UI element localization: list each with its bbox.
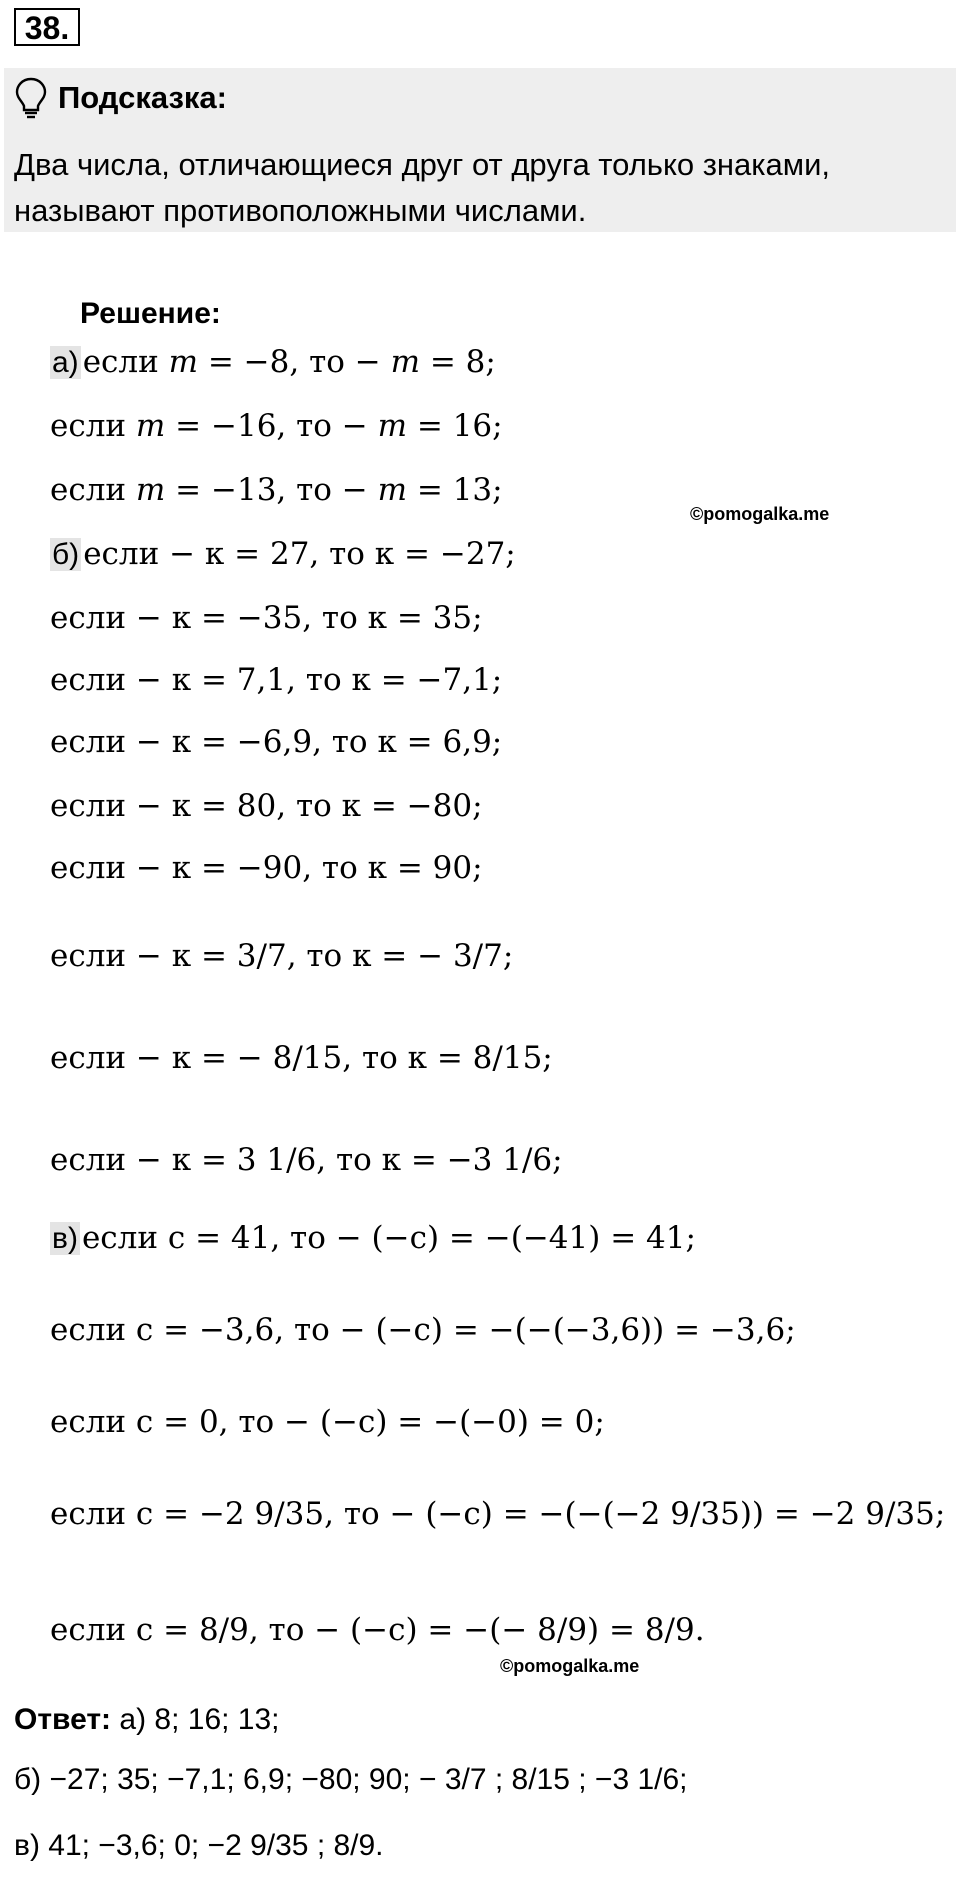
answer-a: а) 8; 16; 13;	[119, 1703, 280, 1736]
solution-line-c1	[50, 1218, 696, 1259]
solution-line-b7	[50, 936, 513, 976]
solution-expr: если 𝑚 = −16, то − 𝑚 = 16;	[50, 408, 503, 444]
hint-text: Два числа, отличающиеся друг от друга только знаками, называют противоположными числами.	[14, 147, 831, 228]
solution-line-b3	[50, 660, 502, 700]
solution-line-b9	[50, 1140, 563, 1180]
solution-expr: если c = 0, то − (−c) = −(−0) = 0;	[50, 1404, 605, 1440]
answer-title: Ответ:	[14, 1703, 112, 1736]
answer-line-b	[14, 1760, 688, 1800]
solution-line-a3	[50, 470, 503, 510]
solution-expr: если − к = −35, то к = 35;	[50, 600, 483, 636]
solution-title: Решение:	[80, 297, 221, 330]
solution-line-c2	[50, 1310, 796, 1350]
solution-line-c3	[50, 1402, 605, 1442]
watermark: ©pomogalka.me	[690, 504, 830, 524]
solution-line-c5	[50, 1610, 705, 1650]
solution-line-b5	[50, 786, 483, 826]
solution-expr: если c = −3,6, то − (−c) = −(−(−3,6)) = −3,6;	[50, 1312, 796, 1348]
solution-line-b2	[50, 598, 483, 638]
lightbulb-icon	[14, 76, 48, 120]
solution-expr: если c = 41, то − (−c) = −(−41) = 41;	[81, 1220, 696, 1256]
solution-line-b8	[50, 1038, 553, 1078]
solution-expr: если − к = 27, то к = −27;	[83, 536, 516, 572]
solution-line-b1	[50, 534, 516, 575]
solution-line-b6	[50, 848, 483, 888]
hint-title: Подсказка:	[58, 80, 227, 115]
solution-expr: если − к = 7,1, то к = −7,1;	[50, 662, 503, 698]
solution-line-b4	[50, 722, 502, 762]
solution-line-a1	[50, 342, 496, 383]
solution-expr: если 𝑚 = −13, то − 𝑚 = 13;	[50, 472, 503, 508]
solution-expr: если − к = −90, то к = 90;	[50, 850, 483, 886]
answer-line-a	[14, 1700, 280, 1740]
solution-expr: если c = −2 9/35, то − (−c) = −(−(−2 9/35)) = −2 9/35;	[50, 1496, 946, 1532]
task-number: 38.	[14, 8, 80, 46]
part-label-b: б)	[52, 538, 80, 571]
answer-line-c	[14, 1826, 384, 1866]
part-label-c: в)	[52, 1222, 78, 1255]
watermark: ©pomogalka.me	[500, 1656, 640, 1676]
answer-c: в) 41; −3,6; 0; −2 9/35 ; 8/9.	[14, 1829, 384, 1862]
solution-line-c4	[50, 1494, 945, 1534]
answer-b: б) −27; 35; −7,1; 6,9; −80; 90; − 3/7 ; 8/15 ; −3 1/6;	[14, 1763, 688, 1796]
solution-expr: если − к = − 8/15, то к = 8/15;	[50, 1040, 553, 1076]
solution-expr: если c = 8/9, то − (−c) = −(− 8/9) = 8/9.	[50, 1612, 705, 1648]
solution-expr: если − к = −6,9, то к = 6,9;	[50, 724, 503, 760]
solution-expr: если 𝑚 = −8, то − 𝑚 = 8;	[82, 344, 496, 380]
solution-expr: если − к = 80, то к = −80;	[50, 788, 483, 824]
solution-expr: если − к = 3/7, то к = − 3/7;	[50, 938, 514, 974]
solution-expr: если − к = 3 1/6, то к = −3 1/6;	[50, 1142, 563, 1178]
part-label-a: а)	[52, 346, 79, 379]
solution-line-a2	[50, 406, 503, 446]
